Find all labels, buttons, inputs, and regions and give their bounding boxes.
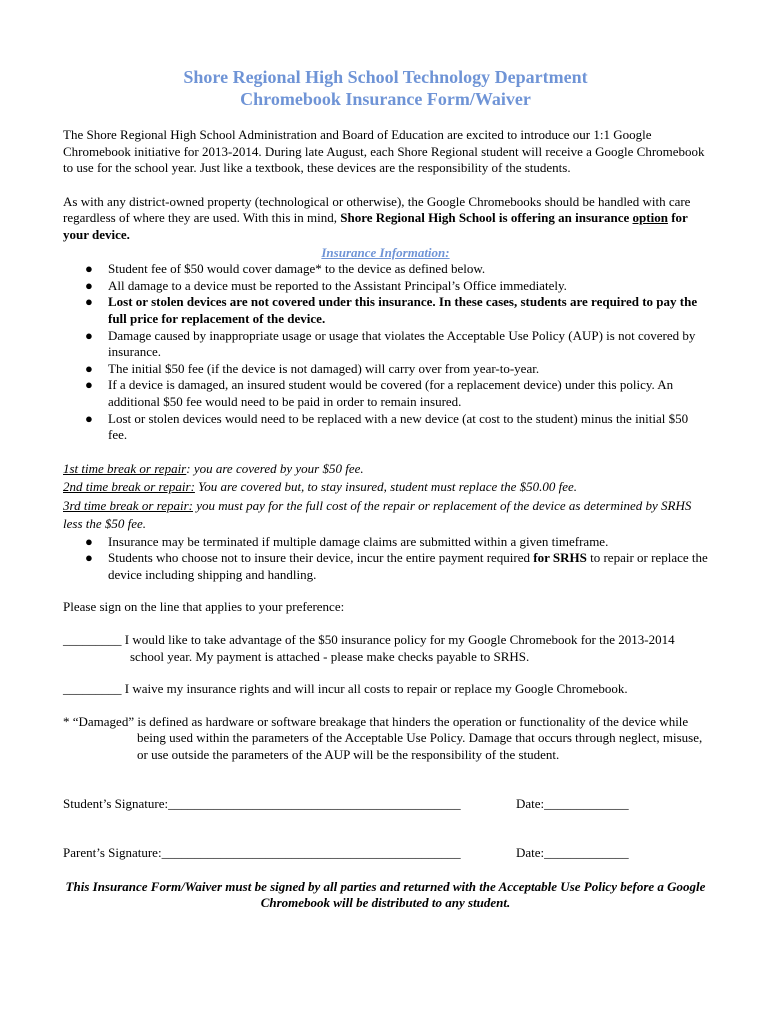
list-item bbox=[63, 261, 708, 278]
bullet-icon: ● bbox=[85, 410, 93, 426]
student-signature-line: Student’s Signature:_____________________________________________ bbox=[63, 795, 461, 811]
student-signature-row bbox=[63, 796, 708, 813]
list-item-text: Damage caused by inappropriate usage or usage that violates the Acceptable Use Policy (AUP) is not covered by insurance. bbox=[108, 327, 696, 360]
list-item-text: The initial $50 fee (if the device is not damaged) will carry over from year-to-year. bbox=[108, 360, 540, 376]
option-underlined-text: option bbox=[632, 210, 668, 226]
paragraph-bold-end: for your device. bbox=[63, 210, 688, 242]
paragraph-bold-text: Shore Regional High School is offering an insurance bbox=[340, 210, 633, 226]
bullet-icon: ● bbox=[85, 261, 93, 277]
bullet-icon: ● bbox=[85, 533, 93, 549]
termination-bullet-list bbox=[63, 534, 708, 584]
tier-text: You are covered but, to stay insured, student must replace the $50.00 fee. bbox=[194, 479, 578, 495]
title-line-1: Shore Regional High School Technology Department bbox=[183, 67, 588, 87]
list-item-text-end: to repair or replace the device including shipping and handling. bbox=[108, 550, 708, 582]
parent-date-line: Date:_____________ bbox=[516, 844, 629, 860]
parent-signature-line: Parent’s Signature:______________________________________________ bbox=[63, 844, 461, 860]
list-item-text: Lost or stolen devices would need to be replaced with a new device (at cost to the student) minus the initial $50 fee. bbox=[108, 410, 689, 443]
parent-signature-row bbox=[63, 845, 708, 862]
list-item-text: If a device is damaged, an insured student would be covered (for a replacement device) under this policy. An additional $50 fee would need to be paid in order to remain insured. bbox=[108, 377, 674, 409]
document-title bbox=[63, 66, 708, 110]
tier-label: 1st time break or repair bbox=[63, 460, 187, 476]
bullet-icon: ● bbox=[85, 360, 93, 376]
document-page bbox=[63, 66, 708, 912]
list-item bbox=[63, 361, 708, 378]
repair-tiers bbox=[63, 460, 708, 534]
list-item bbox=[63, 328, 708, 361]
list-item-text: Lost or stolen devices are not covered under this insurance. In these cases, students are required to pay the full price for replacement of the device. bbox=[108, 294, 698, 326]
tier-second bbox=[63, 478, 708, 497]
tier-label: 3rd time break or repair: bbox=[63, 497, 193, 513]
tier-third bbox=[63, 497, 708, 534]
list-item bbox=[63, 377, 708, 410]
bullet-icon: ● bbox=[85, 377, 93, 393]
bullet-icon: ● bbox=[85, 277, 93, 293]
list-item bbox=[63, 550, 708, 583]
list-item bbox=[63, 294, 708, 327]
title-line-2: Chromebook Insurance Form/Waiver bbox=[240, 89, 531, 109]
tier-text: you must pay for the full cost of the repair or replacement of the device as determined by SRHS less the $50 fee. bbox=[63, 497, 692, 532]
list-item-text: Insurance may be terminated if multiple damage claims are submitted within a given timeframe. bbox=[108, 533, 609, 549]
tier-label: 2nd time break or repair: bbox=[63, 479, 195, 495]
bullet-icon: ● bbox=[85, 294, 93, 310]
list-item-text: Student fee of $50 would cover damage* to the device as defined below. bbox=[108, 261, 486, 277]
list-item bbox=[63, 534, 708, 551]
damage-definition: * “Damaged” is defined as hardware or software breakage that hinders the operation or functionality of the device while being used within the parameters of the Acceptable Use Policy. Damage that occurs through neglect, misuse, or use outside the parameters of the AUP will be the responsibility of the student. bbox=[63, 713, 703, 763]
paragraph-text: As with any district-owned property (technological or otherwise), the Google Chromebooks should be handled with care regardless of where they are used. With this in mind, bbox=[63, 193, 691, 226]
list-item-text: Students who choose not to insure their device, incur the entire payment required bbox=[108, 550, 534, 566]
intro-paragraph: The Shore Regional High School Administration and Board of Education are excited to introduce our 1:1 Google Chromebook initiative for 2013-2014. During late August, each Shore Regional student will receive a Google Chromebook to use for the school year. Just like a textbook, these devices are the responsibility of the students. bbox=[63, 127, 705, 176]
list-item-text: All damage to a device must be reported to the Assistant Principal’s Office immediately. bbox=[108, 277, 567, 293]
list-item bbox=[63, 411, 708, 444]
bullet-icon: ● bbox=[85, 327, 93, 343]
insurance-waive-option: _________ I waive my insurance rights and will incur all costs to repair or replace my Google Chromebook. bbox=[63, 681, 628, 697]
tier-first bbox=[63, 460, 708, 479]
footer-notice: This Insurance Form/Waiver must be signed by all parties and returned with the Acceptable Use Policy before a Google Chromebook will be distributed to any student. bbox=[65, 878, 706, 911]
list-item bbox=[63, 278, 708, 295]
tier-text: : you are covered by your $50 fee. bbox=[186, 460, 364, 476]
insurance-option-paragraph bbox=[63, 194, 708, 244]
insurance-info-heading: Insurance Information: bbox=[321, 244, 450, 260]
insurance-accept-option: _________ I would like to take advantage of the $50 insurance policy for my Google Chromebook for the 2013-2014 school year. My payment is attached - please make checks payable to SRHS. bbox=[63, 632, 675, 664]
student-date-line: Date:_____________ bbox=[516, 795, 629, 811]
insurance-bullet-list bbox=[63, 261, 708, 444]
list-item-bold: for SRHS bbox=[533, 550, 587, 566]
preference-instruction: Please sign on the line that applies to your preference: bbox=[63, 599, 345, 615]
bullet-icon: ● bbox=[85, 550, 93, 566]
